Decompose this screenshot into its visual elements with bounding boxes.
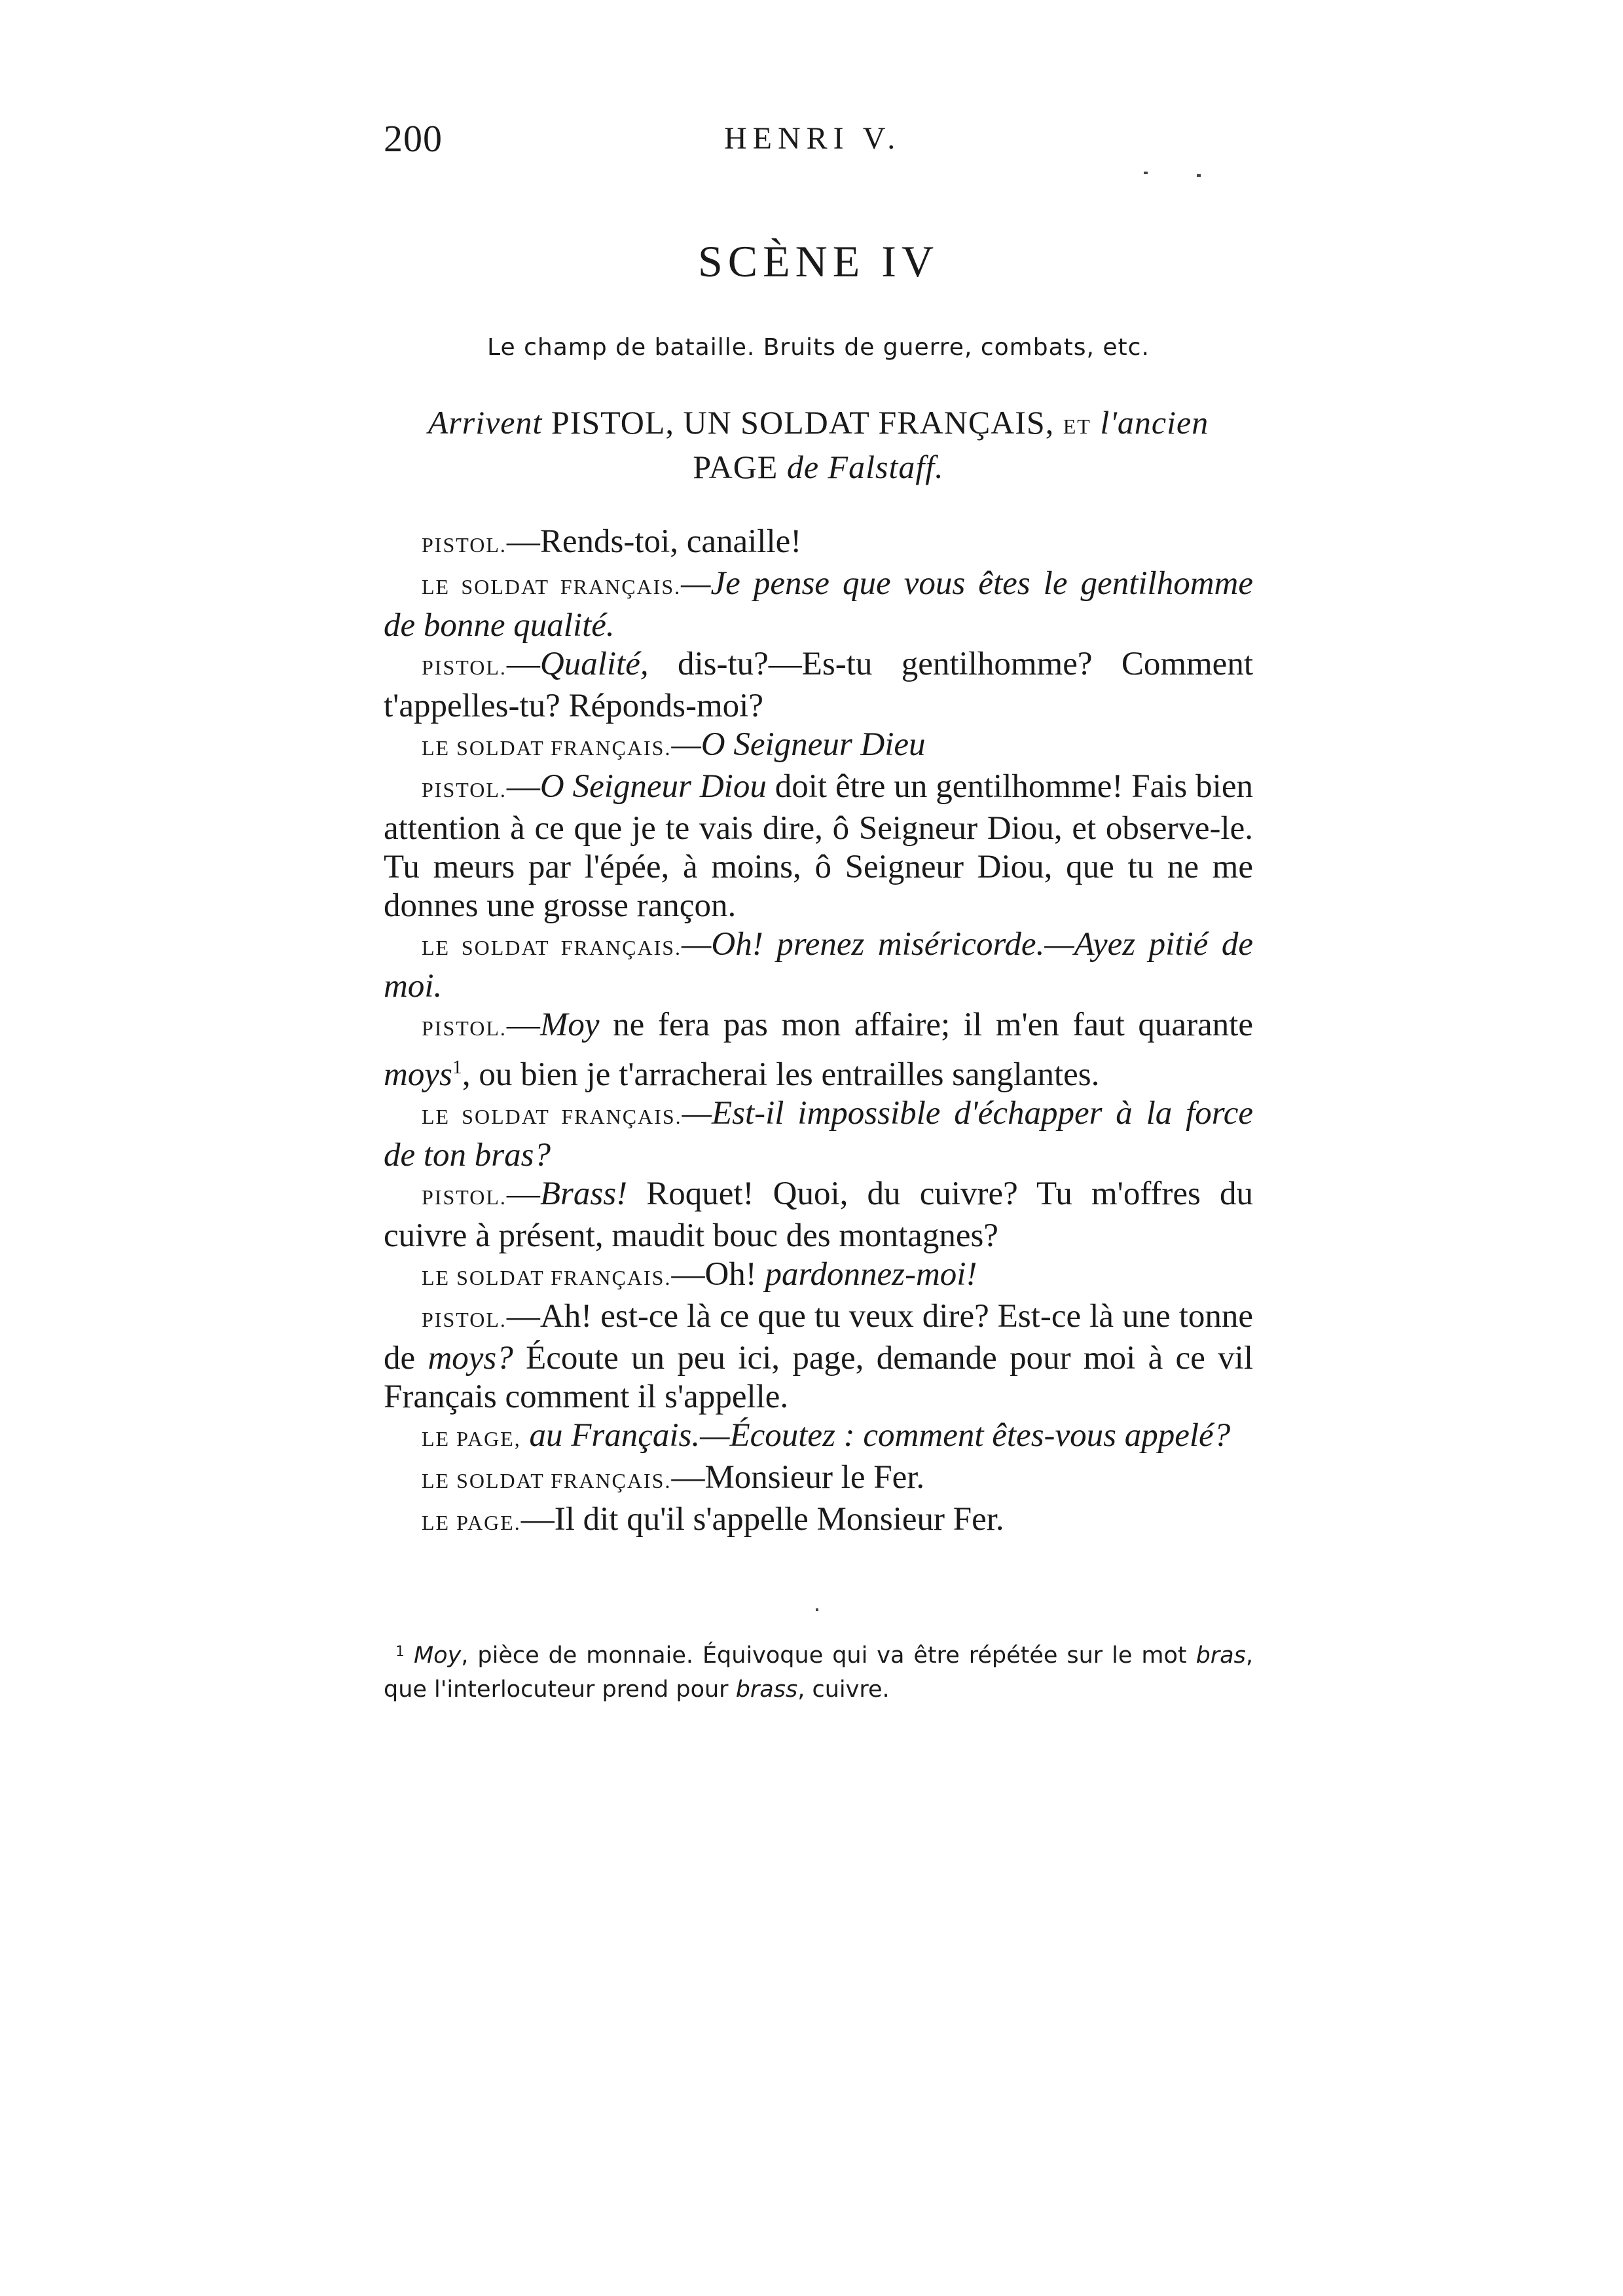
speaker-name: PISTOL. — [422, 533, 507, 557]
footnote-segment: , cuivre. — [797, 1676, 890, 1703]
speech-text — [521, 1417, 530, 1454]
speaker-name: LE SOLDAT FRANÇAIS. — [422, 1105, 682, 1128]
speech-text: Qualité, — [539, 646, 649, 682]
footnote — [384, 1635, 1253, 1707]
speech-text: — — [506, 1007, 540, 1043]
footnote-segment: brass — [735, 1676, 798, 1703]
speech-text: Brass! — [539, 1176, 628, 1212]
dialogue-line — [384, 1175, 1253, 1255]
speech-text: dis-tu?—Es-tu gentilhomme? Comment t'appelles-tu? Réponds-moi? — [384, 646, 1253, 724]
dialogue-line — [384, 925, 1253, 1006]
speech-text: O Seigneur Diou — [539, 768, 767, 805]
footnote-mark: 1 — [395, 1644, 405, 1660]
speech-text: —O Seigneur Dieu — [671, 726, 926, 763]
speech-text: —Ah! est-ce là ce que tu veux dire? Est-ce là une tonne de — [384, 1298, 1253, 1377]
speech-text: moys? — [428, 1340, 513, 1377]
speech-text: pardonnez-moi! — [765, 1256, 977, 1293]
entrance-direction — [384, 402, 1253, 487]
speaker-name: PISTOL. — [422, 656, 507, 679]
speaker-name: LE SOLDAT FRANÇAIS. — [422, 575, 682, 599]
speaker-name: PISTOL. — [422, 1308, 507, 1331]
speech-text: ne fera pas mon affaire; il m'en faut quarante — [599, 1007, 1253, 1043]
entrance-page: PAGE — [693, 449, 778, 485]
speaker-name: LE SOLDAT FRANÇAIS. — [422, 736, 672, 760]
speech-text: , ou bien je t'arracherai les entrailles sanglantes. — [462, 1056, 1100, 1093]
dialogue-line — [384, 523, 1253, 565]
speech-text: — — [506, 646, 540, 682]
footnote-segment: , pièce de monnaie. Équivoque qui va être répétée sur le mot — [461, 1642, 1196, 1669]
speech-text: —Rends-toi, canaille! — [506, 523, 802, 560]
entrance-persons: PISTOL, UN SOLDAT FRANÇAIS, — [551, 404, 1055, 441]
dialogue-line — [384, 565, 1253, 645]
speaker-name: LE SOLDAT FRANÇAIS. — [422, 936, 682, 959]
scene-setting: Le champ de bataille. Bruits de guerre, combats, etc. — [487, 334, 1150, 361]
speaker-name: LE SOLDAT FRANÇAIS. — [422, 1469, 672, 1492]
print-speck — [1144, 172, 1148, 174]
entrance-verb: Arrivent — [428, 404, 543, 441]
footnote-text — [384, 1635, 1253, 1707]
page-number: 200 — [384, 117, 443, 160]
speech-text: —Oh! prenez miséricorde.—Ayez pitié de moi. — [384, 926, 1253, 1005]
dialogue-line — [384, 726, 1253, 768]
dialogue-line — [384, 1458, 1253, 1500]
speech-text: —Oh! — [671, 1256, 765, 1293]
speech-text: au Français.—Écoutez : comment êtes-vous appelé? — [529, 1417, 1231, 1454]
scene-title: SCÈNE IV — [697, 236, 939, 286]
speech-text: —Je pense que vous êtes le gentilhomme de bonne qualité. — [384, 565, 1254, 644]
print-speck — [1197, 174, 1201, 177]
speech-text: — — [506, 768, 540, 805]
speech-text: —Est-il impossible d'échapper à la force de ton bras? — [384, 1095, 1253, 1174]
speech-text: Roquet! Quoi, du cuivre? Tu m'offres du cuivre à présent, maudit bouc des montagnes? — [384, 1176, 1253, 1254]
dialogue-line — [384, 1094, 1253, 1175]
running-title: HENRI V. — [724, 121, 902, 156]
speaker-name: LE PAGE. — [422, 1511, 521, 1534]
speaker-name: LE SOLDAT FRANÇAIS. — [422, 1266, 672, 1289]
speech-text: Moy — [539, 1007, 600, 1043]
speaker-name: LE PAGE, — [422, 1427, 521, 1451]
dialogue-line — [384, 1416, 1253, 1458]
dialogue-line — [384, 645, 1253, 726]
footnote-segment: Moy — [413, 1642, 462, 1669]
speaker-name: PISTOL. — [422, 778, 507, 802]
dialogue — [384, 523, 1253, 1542]
dialogue-line — [384, 1500, 1253, 1542]
speech-text: —Monsieur le Fer. — [671, 1459, 925, 1496]
footnote-segment: bras — [1195, 1642, 1246, 1669]
entrance-ancien: l'ancien — [1100, 404, 1209, 441]
speech-text: — — [506, 1176, 540, 1212]
speech-text: —Il dit qu'il s'appelle Monsieur Fer. — [520, 1501, 1004, 1538]
speech-text: doit être un gentilhomme! Fais bien attention à ce que je te vais dire, ô Seigneur Diou, et observe-le. Tu meurs par l'épée, à moins, ô Seigneur Diou, que tu ne me donnes une grosse rançon. — [384, 768, 1253, 924]
speech-text: moys — [384, 1056, 452, 1093]
dialogue-line — [384, 1255, 1253, 1297]
print-speck — [816, 1608, 818, 1611]
footnote-ref: 1 — [452, 1056, 462, 1078]
dialogue-line — [384, 768, 1253, 925]
dialogue-line — [384, 1297, 1253, 1416]
dialogue-line — [384, 1006, 1253, 1094]
speaker-name: PISTOL. — [422, 1016, 507, 1040]
entrance-falstaff: de Falstaff. — [786, 449, 944, 485]
footnote-segment: , que l'interlocuteur prend pour — [384, 1642, 1253, 1703]
speech-text: Écoute un peu ici, page, demande pour moi à ce vil Français comment il s'appelle. — [384, 1340, 1253, 1415]
page-header — [384, 117, 1253, 169]
entrance-et: ET — [1063, 415, 1091, 438]
speaker-name: PISTOL. — [422, 1185, 507, 1209]
